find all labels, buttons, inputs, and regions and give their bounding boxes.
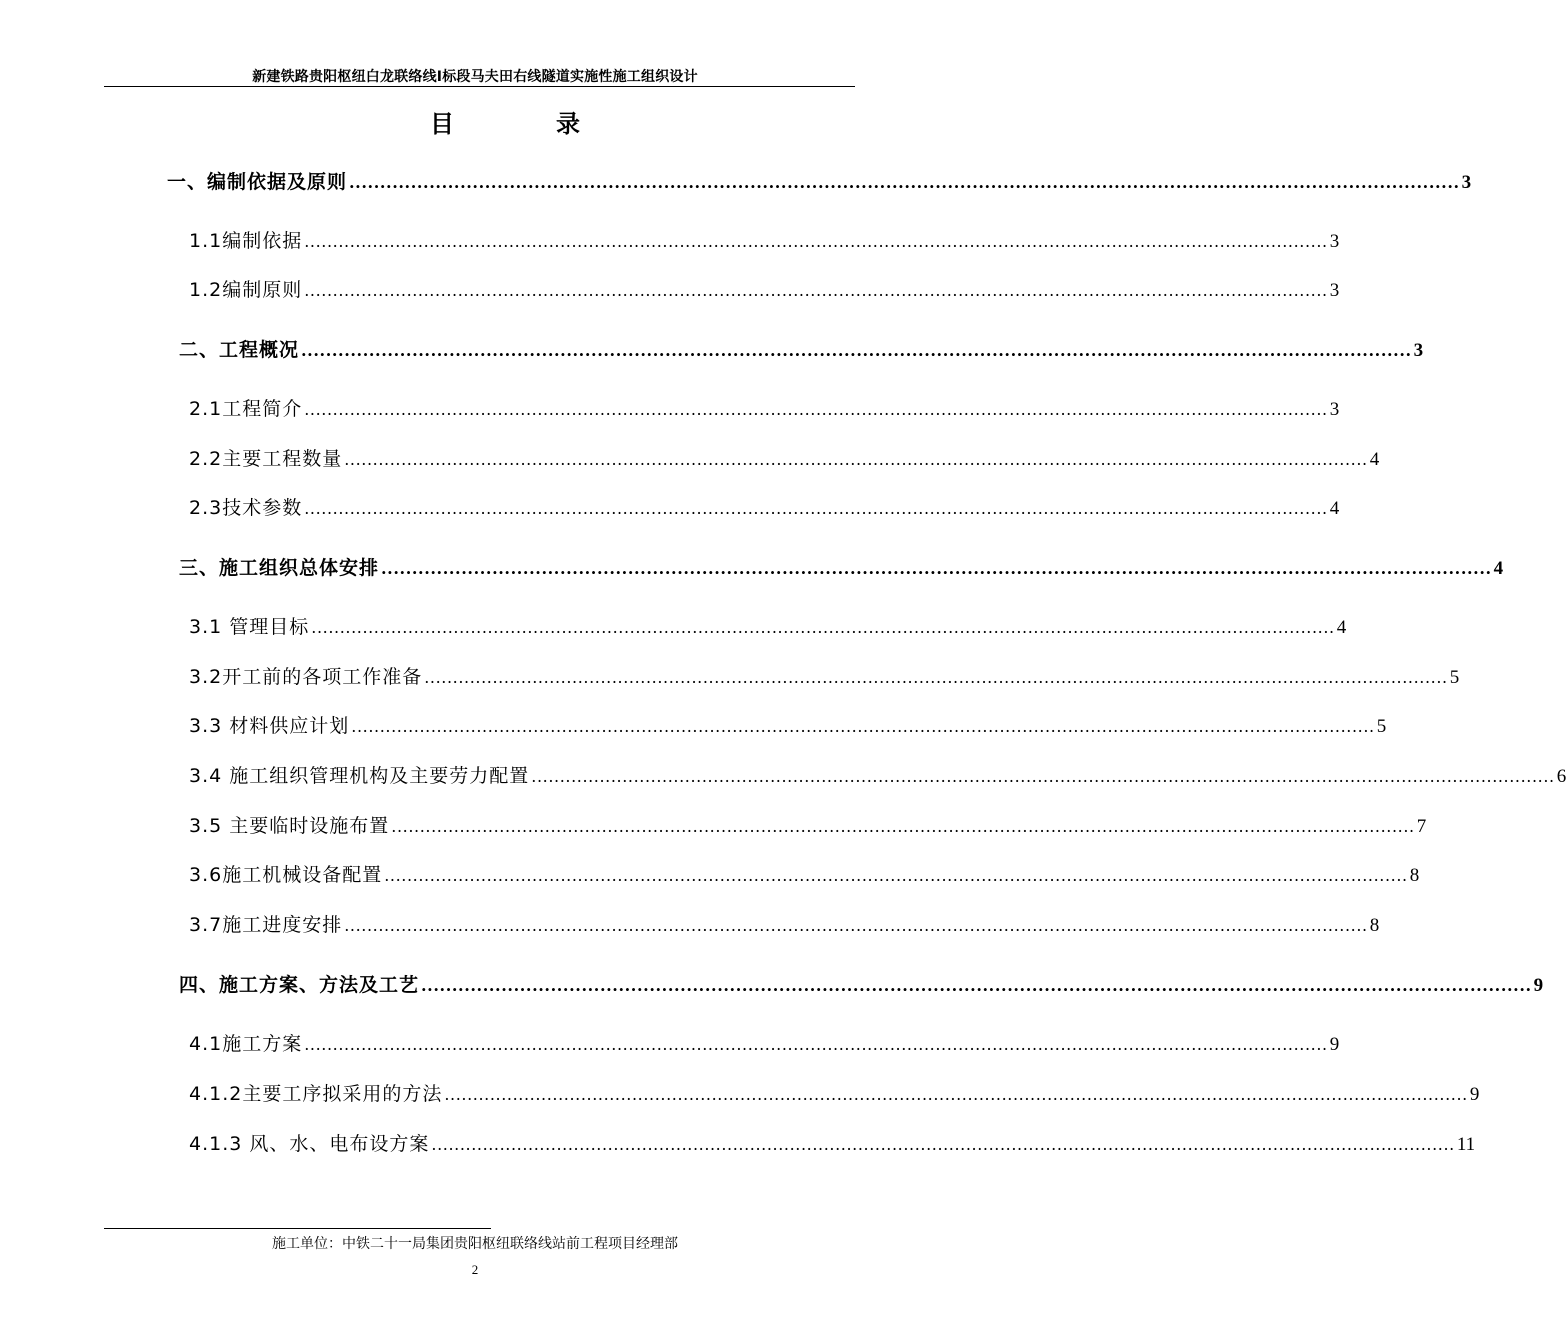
running-header: 新建铁路贵阳枢纽白龙联络线Ⅰ标段马夫田右线隧道实施性施工组织设计 xyxy=(252,69,698,85)
toc-entry-3-2[interactable] xyxy=(189,662,1460,689)
toc-entry-page: 4 xyxy=(1369,449,1380,470)
toc-entry-page: 4 xyxy=(1493,558,1504,579)
toc-entry-label: 三、施工组织总体安排 xyxy=(179,557,380,579)
toc-entry-4-1-2[interactable] xyxy=(189,1079,1480,1106)
toc-entry-label: 4.1.2主要工序拟采用的方法 xyxy=(189,1083,443,1105)
toc-leader-dots: .................................................................................................................................................................................... xyxy=(304,1035,1328,1054)
toc-entry-4-1-3[interactable] xyxy=(189,1129,1476,1156)
toc-entry-label: 二、工程概况 xyxy=(179,339,300,361)
toc-entry-page: 8 xyxy=(1369,915,1380,936)
toc-leader-dots: .................................................................................................................................................................................... xyxy=(444,1085,1468,1104)
toc-entry-label: 一、编制依据及原则 xyxy=(167,171,348,193)
toc-leader-dots: .................................................................................................................................................................................... xyxy=(304,232,1328,251)
toc-entry-page: 6 xyxy=(1556,766,1566,787)
toc-leader-dots: .................................................................................................................................................................................... xyxy=(311,618,1335,637)
toc-leader-dots: .................................................................................................................................................................................... xyxy=(384,866,1408,885)
toc-leader-dots: .................................................................................................................................................................................... xyxy=(304,499,1328,518)
toc-entry-1-2[interactable] xyxy=(189,275,1340,302)
toc-entry-3-4[interactable] xyxy=(189,761,1566,788)
toc-leader-dots: .................................................................................................................................................................................... xyxy=(349,173,1460,192)
toc-entry-label: 3.3 材料供应计划 xyxy=(189,715,350,737)
toc-entry-label: 3.1 管理目标 xyxy=(189,616,310,638)
toc-entry-section-3[interactable] xyxy=(179,553,1504,580)
toc-entry-page: 3 xyxy=(1329,231,1340,252)
toc-entry-label: 3.2开工前的各项工作准备 xyxy=(189,666,423,688)
toc-entry-page: 8 xyxy=(1409,865,1420,886)
toc-entry-page: 4 xyxy=(1336,617,1347,638)
toc-entry-page: 9 xyxy=(1469,1084,1480,1105)
toc-leader-dots: .................................................................................................................................................................................... xyxy=(421,976,1532,995)
toc-entry-page: 3 xyxy=(1329,399,1340,420)
toc-entry-section-1[interactable] xyxy=(167,167,1472,194)
toc-entry-label: 3.7施工进度安排 xyxy=(189,914,343,936)
toc-entry-3-1[interactable] xyxy=(189,612,1347,639)
toc-entry-label: 3.5 主要临时设施布置 xyxy=(189,815,390,837)
toc-leader-dots: .................................................................................................................................................................................... xyxy=(431,1135,1455,1154)
page-number: 2 xyxy=(471,1262,479,1277)
toc-entry-page: 3 xyxy=(1329,280,1340,301)
toc-entry-2-2[interactable] xyxy=(189,444,1380,471)
toc-leader-dots: .................................................................................................................................................................................... xyxy=(304,281,1328,300)
toc-entry-label: 2.2主要工程数量 xyxy=(189,448,343,470)
toc-leader-dots: .................................................................................................................................................................................... xyxy=(301,341,1412,360)
toc-title-left: 目 xyxy=(430,110,454,138)
toc-leader-dots: .................................................................................................................................................................................... xyxy=(381,559,1492,578)
toc-entry-label: 4.1施工方案 xyxy=(189,1033,303,1055)
toc-entry-page: 9 xyxy=(1533,975,1544,996)
toc-entry-section-2[interactable] xyxy=(179,335,1424,362)
toc-entry-4-1[interactable] xyxy=(189,1029,1340,1056)
toc-entry-page: 4 xyxy=(1329,498,1340,519)
toc-entry-2-3[interactable] xyxy=(189,493,1340,520)
toc-entry-label: 1.2编制原则 xyxy=(189,279,303,301)
toc-entry-section-4[interactable] xyxy=(179,970,1544,997)
toc-entry-page: 3 xyxy=(1461,172,1472,193)
toc-entry-3-5[interactable] xyxy=(189,811,1427,838)
header-rule xyxy=(104,86,855,87)
toc-entry-page: 5 xyxy=(1449,667,1460,688)
toc-entry-1-1[interactable] xyxy=(189,226,1340,253)
toc-entry-2-1[interactable] xyxy=(189,394,1340,421)
toc-entry-label: 4.1.3 风、水、电布设方案 xyxy=(189,1133,430,1155)
toc-entry-label: 1.1编制依据 xyxy=(189,230,303,252)
footer-organization: 施工单位：中铁二十一局集团贵阳枢纽联络线站前工程项目经理部 xyxy=(272,1236,678,1252)
toc-leader-dots: .................................................................................................................................................................................... xyxy=(344,916,1368,935)
toc-entry-page: 9 xyxy=(1329,1034,1340,1055)
toc-entry-page: 5 xyxy=(1376,716,1387,737)
footer-rule xyxy=(104,1228,491,1229)
toc-entry-label: 3.4 施工组织管理机构及主要劳力配置 xyxy=(189,765,530,787)
toc-entry-3-6[interactable] xyxy=(189,860,1420,887)
toc-leader-dots: .................................................................................................................................................................................... xyxy=(391,817,1415,836)
toc-entry-page: 11 xyxy=(1456,1134,1476,1155)
toc-entry-label: 2.3技术参数 xyxy=(189,497,303,519)
toc-entry-label: 四、施工方案、方法及工艺 xyxy=(179,974,420,996)
toc-entry-label: 2.1工程简介 xyxy=(189,398,303,420)
toc-entry-label: 3.6施工机械设备配置 xyxy=(189,864,383,886)
toc-entry-3-3[interactable] xyxy=(189,711,1387,738)
toc-leader-dots: .................................................................................................................................................................................... xyxy=(351,717,1375,736)
toc-leader-dots: .................................................................................................................................................................................... xyxy=(424,668,1448,687)
toc-leader-dots: .................................................................................................................................................................................... xyxy=(344,450,1368,469)
toc-entry-3-7[interactable] xyxy=(189,910,1380,937)
toc-leader-dots: .................................................................................................................................................................................... xyxy=(304,400,1328,419)
toc-title-right: 录 xyxy=(556,110,580,138)
toc-entry-page: 7 xyxy=(1416,816,1427,837)
toc-entry-page: 3 xyxy=(1413,340,1424,361)
toc-leader-dots: .................................................................................................................................................................................... xyxy=(531,767,1555,786)
